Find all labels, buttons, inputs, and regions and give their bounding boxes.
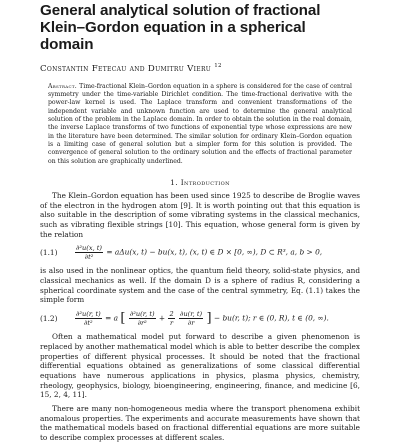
numerator: 2 [169,310,174,319]
equation-rhs: = aΔu(x, t) − bu(x, t), (x, t) ∈ D × [0, ∞), D ⊂ R³, a, b > 0, [106,247,323,257]
equation-body [74,244,322,261]
numerator: ∂u(r, t) [180,310,203,319]
fraction [75,244,103,261]
denominator: ∂t² [84,253,94,262]
authors-names: Constantin Fetecau and Dumitru Vieru [40,63,212,74]
author-line [40,63,360,74]
denominator: ∂t² [84,319,93,328]
equation-1-1 [40,243,360,262]
equation-tail: − bu(r, t); r ∈ (0, R), t ∈ (0, ∞). [213,313,329,323]
plus-sign: + [158,313,166,323]
fraction [75,310,102,327]
numerator: ∂²u(x, t) [76,244,103,253]
fraction [179,310,203,327]
fraction [129,310,156,327]
denominator: ∂r [187,319,195,328]
paper-page [0,2,400,443]
intro-paragraph-2: is also used in the nonlinear optics, the quantum field theory, solid-state physics, and classical mechanics as well. If the domain D is a sphere of radius R, considering a spherical coordinate system and the case of the central symmetry, Eq. (1.1) takes the simple form [40,266,360,305]
equation-number: (1.1) [40,248,58,258]
author-sup-2: 2 [218,63,222,69]
equation-body [74,310,329,327]
left-bracket: [ [120,311,126,327]
paper-title: General analytical solution of fractional Klein–Gordon equation in a spherical domain [40,2,321,53]
intro-paragraph-1: The Klein–Gordon equation has been used since 1925 to describe de Broglie waves of the electron in the hydrogen atom [9]. It is worth pointing out that this equation is also suitable in the description of some vibrating systems in the classical mechanics, such as vibrating flexible strings [10]. This equation, whose general form is given by the relation [40,190,360,239]
abstract-text: Time-fractional Klein–Gordon equation in a sphere is considered for the case of central symmetry under the time-variable Dirichlet condition. The time-fractional derivative with the power-law kernel is used. The Laplace transform and convenient transformations of the independent variable and unknown function are used to determine the general analytical solution of the problem in the Laplace domain. In order to obtain the solution in the real domain, the inverse Laplace transforms of two functions of exponential type whose expressions are new in the literature have been determined. The similar solution for ordinary Klein–Gordon equation is a limiting case of general solution but a simpler form for this solution is provided. The convergence of general solution to the ordinary solution and the effects of fractional parameter on this solution are graphically underlined. [48,82,353,165]
fraction [168,310,174,327]
intro-paragraph-3: Often a mathematical model put forward to describe a given phenomenon is replaced by another mathematical model which is able to better describe the complex properties of different physical processes. It should be noted that the fractional differential equations obtained as generalizations of some classical differential equations have numerous applications in physics, plasma physics, chemistry, rheology, geophysics, biology, bioengineering, engineering, finance, and medicine [6, 15, 2, 4, 11]. [40,332,360,400]
right-bracket: ] [206,311,212,327]
author-sup-1: 1 [214,63,218,69]
denominator: ∂r² [137,319,147,328]
abstract-label: Abstract. [48,82,78,90]
denominator: r [169,319,174,328]
equation-1-2 [40,309,360,328]
equals-a: = a [105,313,119,323]
numerator: ∂²u(r, t) [76,310,101,319]
section-heading: 1. Introduction [170,177,230,187]
numerator: ∂²u(r, t) [129,310,155,319]
intro-paragraph-4: There are many non-homogeneous media where the transport phenomena exhibit anomalous properties. The experiments and accurate measurements have shown that the mathematical models based on fractional differential equations are more suitable to describe complex processes at different scales. [40,404,360,443]
equation-number: (1.2) [40,314,58,324]
abstract [48,83,352,166]
